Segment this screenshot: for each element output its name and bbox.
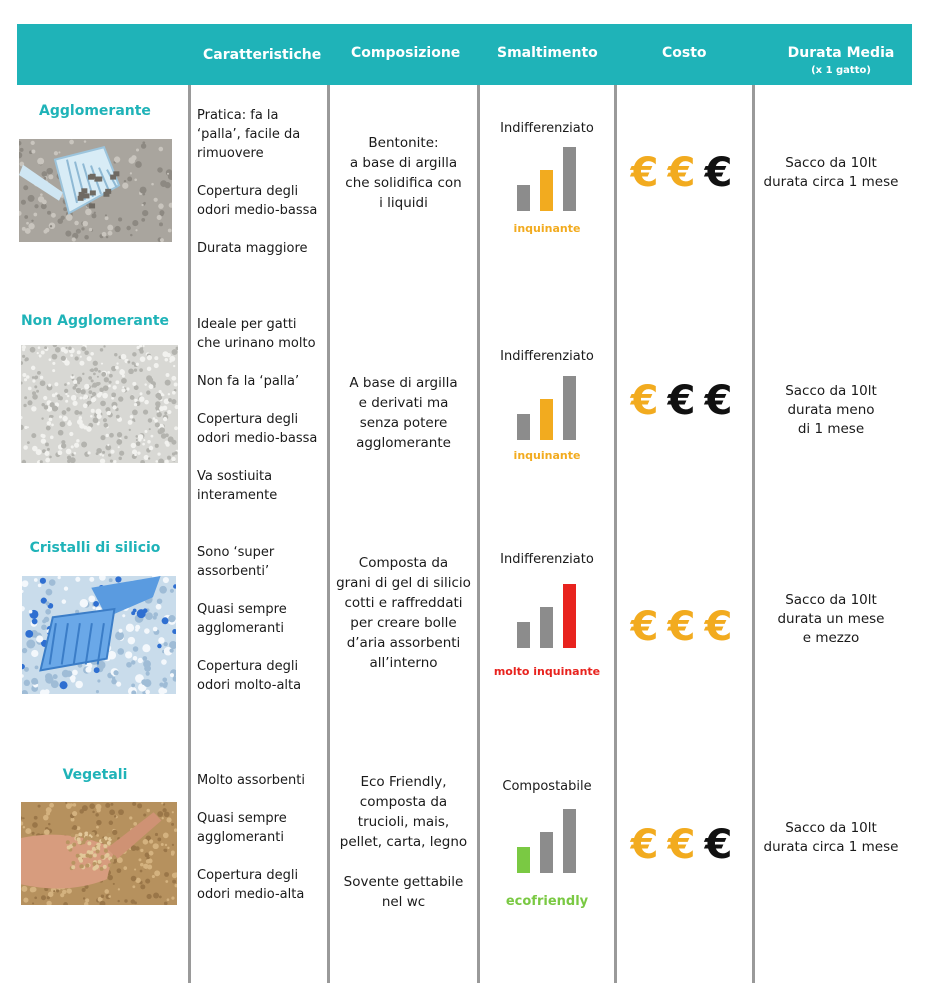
cost-rating bbox=[627, 822, 738, 868]
pollution-bar bbox=[517, 847, 530, 873]
table-header bbox=[17, 24, 912, 85]
header-durata bbox=[787, 45, 895, 76]
column-divider bbox=[477, 85, 480, 983]
euro-icon: € bbox=[630, 822, 661, 868]
blue-scoop-silica-crystals-image bbox=[22, 576, 176, 694]
pollution-bar bbox=[563, 147, 576, 211]
scoop-in-clumping-litter-image bbox=[19, 139, 172, 242]
euro-icon: € bbox=[667, 604, 698, 650]
feature-item: Copertura degli odori molto-alta bbox=[197, 659, 302, 693]
pollution-bar bbox=[563, 376, 576, 440]
hand-holding-plant-pellets-image bbox=[21, 802, 177, 905]
euro-icon: € bbox=[630, 604, 661, 650]
pollution-label: ecofriendly bbox=[505, 894, 589, 909]
pollution-bar bbox=[563, 584, 576, 648]
feature-item: Non fa la ‘palla’ bbox=[197, 374, 300, 389]
feature-item: Copertura degli odori medio-bassa bbox=[197, 184, 318, 218]
duration-text: Sacco da 10lt durata circa 1 mese bbox=[763, 820, 899, 855]
row-title: Cristalli di silicio bbox=[29, 540, 161, 556]
column-divider bbox=[188, 85, 191, 983]
pollution-bar bbox=[517, 622, 530, 648]
feature-item: Ideale per gatti che urinano molto bbox=[197, 317, 316, 351]
composition-text: Composta da grani di gel di silicio cotti e raffreddati per creare bolle d’aria assorbenti all’interno bbox=[336, 555, 471, 671]
duration-text: Sacco da 10lt durata circa 1 mese bbox=[763, 155, 899, 190]
pollution-bar bbox=[517, 414, 530, 440]
pollution-bar bbox=[540, 607, 553, 648]
column-divider bbox=[614, 85, 617, 983]
composition-text: A base di argilla e derivati ma senza potere agglomerante bbox=[349, 375, 458, 451]
features-list bbox=[197, 106, 325, 277]
composition-text: Bentonite: a base di argilla che solidifica con i liquidi bbox=[345, 135, 462, 211]
feature-item: Va sostiuita interamente bbox=[197, 469, 278, 503]
disposal-type: Indifferenziato bbox=[500, 552, 594, 567]
composition-text: Eco Friendly, composta da trucioli, mais, pellet, carta, legno Sovente gettabile nel wc bbox=[339, 774, 468, 910]
row-title: Non Agglomerante bbox=[20, 313, 170, 329]
white-granular-litter-image bbox=[21, 345, 178, 463]
column-divider bbox=[752, 85, 755, 983]
duration-text: Sacco da 10lt durata un mese e mezzo bbox=[777, 592, 885, 646]
euro-icon: € bbox=[630, 150, 661, 196]
cost-rating bbox=[627, 604, 738, 650]
pollution-label: molto inquinante bbox=[493, 665, 601, 678]
features-list bbox=[197, 543, 325, 714]
header-caratteristiche: Caratteristiche bbox=[203, 47, 322, 63]
feature-item: Sono ‘super assorbenti’ bbox=[197, 545, 275, 579]
pollution-level-bars bbox=[517, 809, 577, 873]
features-list bbox=[197, 315, 325, 524]
pollution-bar bbox=[540, 170, 553, 211]
header-durata-sub: (x 1 gatto) bbox=[811, 65, 871, 76]
euro-icon: € bbox=[704, 378, 735, 424]
duration-text: Sacco da 10lt durata meno di 1 mese bbox=[785, 383, 877, 437]
euro-icon: € bbox=[667, 378, 698, 424]
cost-rating bbox=[627, 150, 738, 196]
disposal-type: Indifferenziato bbox=[500, 121, 594, 136]
feature-item: Durata maggiore bbox=[197, 241, 308, 256]
header-composizione: Composizione bbox=[351, 45, 461, 61]
feature-item: Copertura degli odori medio-bassa bbox=[197, 412, 318, 446]
euro-icon: € bbox=[704, 150, 735, 196]
pollution-label: inquinante bbox=[513, 449, 581, 462]
euro-icon: € bbox=[630, 378, 661, 424]
pollution-bar bbox=[563, 809, 576, 873]
pollution-level-bars bbox=[517, 147, 577, 211]
row-title: Agglomerante bbox=[39, 103, 151, 119]
header-smaltimento: Smaltimento bbox=[497, 45, 598, 61]
pollution-bar bbox=[540, 832, 553, 873]
header-durata-title: Durata Media bbox=[787, 45, 895, 61]
pollution-bar bbox=[517, 185, 530, 211]
disposal-type: Compostabile bbox=[502, 779, 592, 794]
pollution-level-bars bbox=[517, 376, 577, 440]
row-title: Vegetali bbox=[62, 767, 128, 783]
feature-item: Quasi sempre agglomeranti bbox=[197, 811, 287, 845]
euro-icon: € bbox=[704, 822, 735, 868]
cost-rating bbox=[627, 378, 738, 424]
euro-icon: € bbox=[667, 822, 698, 868]
feature-item: Copertura degli odori medio-alta bbox=[197, 868, 305, 902]
pollution-bar bbox=[540, 399, 553, 440]
euro-icon: € bbox=[667, 150, 698, 196]
feature-item: Pratica: fa la ‘palla’, facile da rimuovere bbox=[197, 108, 301, 161]
pollution-label: inquinante bbox=[513, 222, 581, 235]
pollution-level-bars bbox=[517, 584, 577, 648]
disposal-type: Indifferenziato bbox=[500, 349, 594, 364]
feature-item: Quasi sempre agglomeranti bbox=[197, 602, 287, 636]
header-costo: Costo bbox=[662, 45, 707, 61]
features-list bbox=[197, 771, 325, 923]
feature-item: Molto assorbenti bbox=[197, 773, 305, 788]
euro-icon: € bbox=[704, 604, 735, 650]
